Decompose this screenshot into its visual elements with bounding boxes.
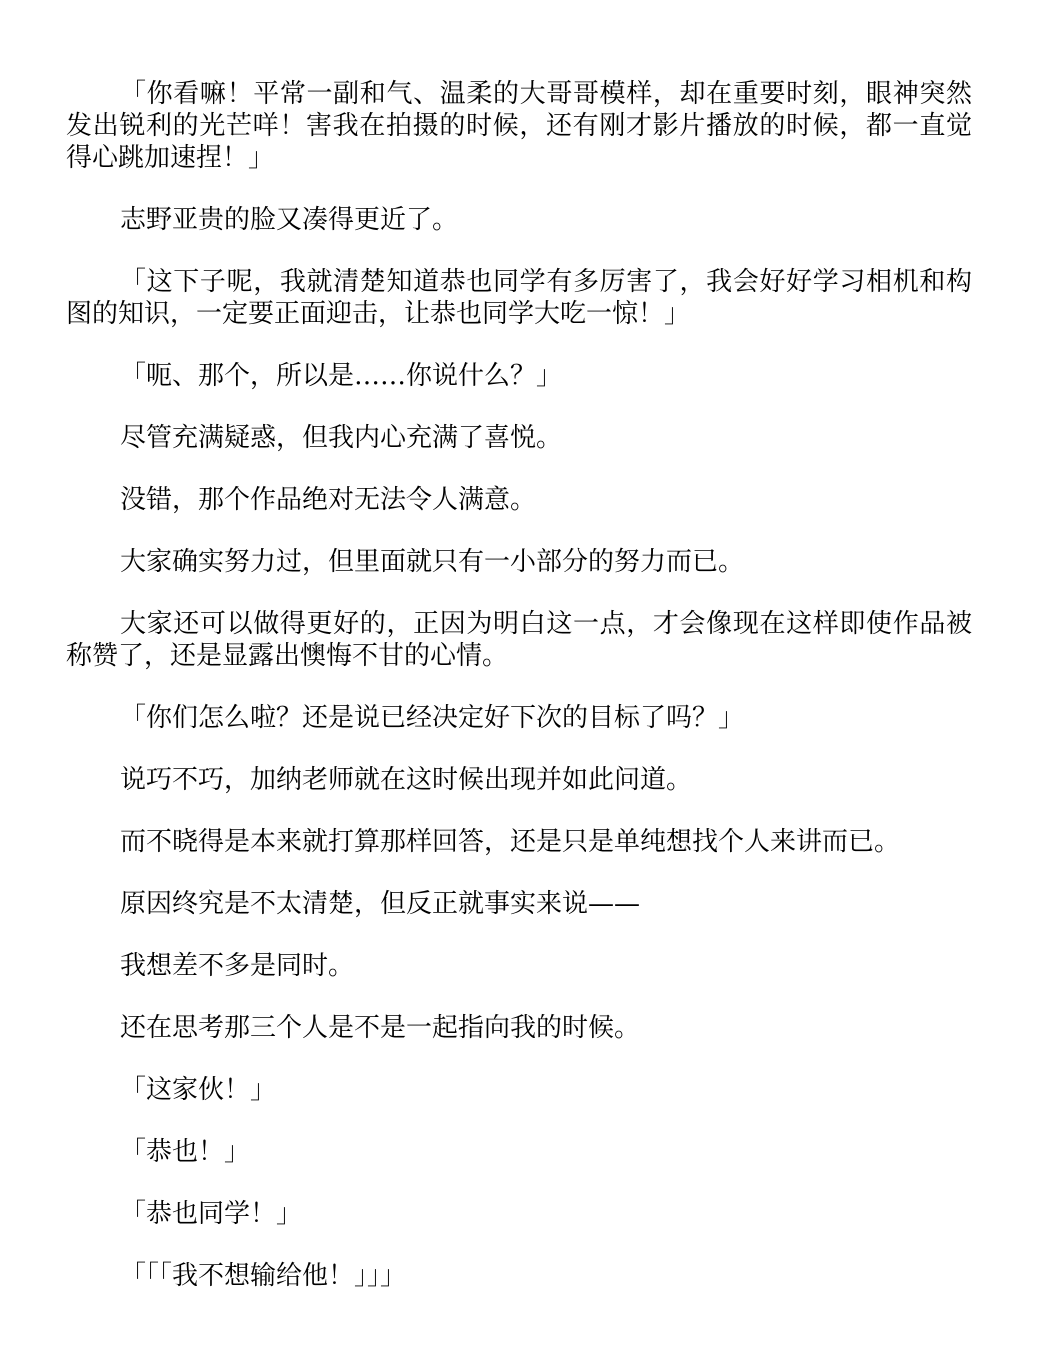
paragraph: 尽管充满疑惑，但我内心充满了喜悦。: [120, 423, 563, 453]
paragraph: 「恭也！」: [120, 1137, 251, 1167]
paragraph: 志野亚贵的脸又凑得更近了。: [120, 205, 459, 235]
paragraph: 没错，那个作品绝对无法令人满意。: [120, 485, 537, 515]
paragraph: 「呃、那个，所以是……你说什么？」: [120, 361, 563, 391]
paragraph: 「「「我不想输给他！」」」: [120, 1261, 407, 1291]
paragraph: 原因终究是不太清楚，但反正就事实来说——: [120, 889, 641, 919]
paragraph: 而不晓得是本来就打算那样回答，还是只是单纯想找个人来讲而已。: [120, 827, 901, 857]
paragraph: 大家确实努力过，但里面就只有一小部分的努力而已。: [120, 547, 745, 577]
document-page: [66, 78, 972, 1322]
paragraph: 「你看嘛！平常一副和气、温柔的大哥哥模样，却在重要时刻，眼神突然发出锐利的光芒咩！害我在拍摄的时候，还有刚才影片播放的时候，都一直觉得心跳加速捏！」: [66, 79, 972, 173]
paragraph: 「这家伙！」: [120, 1075, 277, 1105]
paragraph: 「你们怎么啦？还是说已经决定好下次的目标了吗？」: [120, 703, 745, 733]
paragraph: 说巧不巧，加纳老师就在这时候出现并如此问道。: [120, 765, 693, 795]
paragraph: 还在思考那三个人是不是一起指向我的时候。: [120, 1013, 641, 1043]
paragraph: 「恭也同学！」: [120, 1199, 303, 1229]
paragraph: 「这下子呢，我就清楚知道恭也同学有多厉害了，我会好好学习相机和构图的知识，一定要正面迎击，让恭也同学大吃一惊！」: [66, 267, 972, 329]
paragraph: 我想差不多是同时。: [120, 951, 355, 981]
paragraph: 大家还可以做得更好的，正因为明白这一点，才会像现在这样即使作品被称赞了，还是显露出懊悔不甘的心情。: [66, 609, 972, 671]
